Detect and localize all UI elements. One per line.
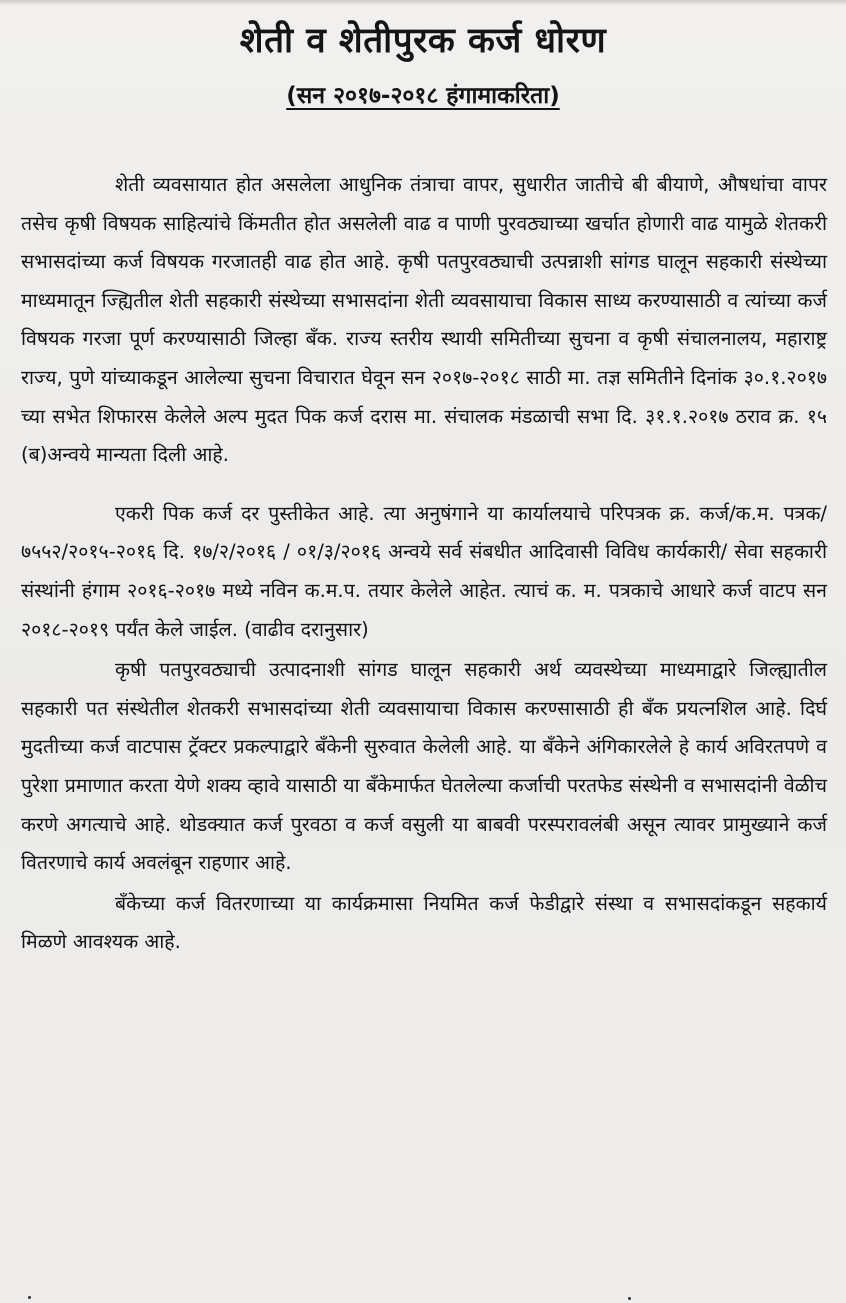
ink-speck bbox=[28, 1296, 31, 1299]
paragraph-4: बँकेच्या कर्ज वितरणाच्या या कार्यक्रमासा नियमित कर्ज फेडीद्वारे संस्था व सभासदांकडून सहकार्य मिळणे आवश्यक आहे. bbox=[21, 891, 827, 954]
document-title: शेती व शेतीपुरक कर्ज धोरण bbox=[239, 21, 607, 61]
document-subtitle bbox=[0, 76, 846, 116]
page-top-edge bbox=[0, 0, 846, 6]
paragraph-1: शेती व्यवसायात होत असलेला आधुनिक तंत्राचा वापर, सुधारीत जातीचे बी बीयाणे, औषधांचा वापर तसेच कृषी विषयक साहित्यांचे किंमतीत होत असलेली वाढ व पाणी पुरवठ्याच्या खर्चात होणारी वाढ यामुळे शेतकरी सभासदांच्या कर्ज विषयक गरजातही वाढ होत आहे. कृषी पतपुरवठ्याची उत्पन्नाशी सांगड घालून सहकारी संस्थेच्या माध्यमातून ज्ह्यितील शेती सहकारी संस्थेच्या सभासदांना शेती व्यवसायाचा विकास साध्य करण्यासाठी व त्यांच्या कर्ज विषयक गरजा पूर्ण करण्यासाठी जिल्हा बँक. राज्य स्तरीय स्थायी समितीच्या सुचना व कृषी संचालनालय, महाराष्ट्र राज्य, पुणे यांच्याकडून आलेल्या सुचना विचारात घेवून सन २०१७-२०१८ साठी मा. तज्ञ समितीने दिनांक ३०.१.२०१७ च्या सभेत शिफारस केलेले अल्प मुदत पिक कर्ज दरास मा. संचालक मंडळाची सभा दि. ३१.१.२०१७ ठराव क्र. १५ (ब)अन्वये मान्यता दिली आहे. bbox=[21, 173, 827, 467]
ink-speck bbox=[628, 1297, 631, 1300]
document-subtitle-text: (सन २०१७-२०१८ हंगामाकरिता) bbox=[286, 83, 560, 109]
document-body bbox=[21, 166, 827, 962]
paragraph-3: कृषी पतपुरवठ्याची उत्पादनाशी सांगड घालून सहकारी अर्थ व्यवस्थेच्या माध्यमाद्वारे जिल्ह्यातील सहकारी पत संस्थेतील शेतकरी सभासदांच्या शेती व्यवसायाचा विकास करण्सासाठी ही बँक प्रयत्नशिल आहे. दिर्घ मुदतीच्या कर्ज वाटपास ट्रॅक्टर प्रकल्पाद्वारे बँकेनी सुरुवात केलेली आहे. या बँकेने अंगिकारलेले हे कार्य अविरतपणे व पुरेशा प्रमाणात करता येणे शक्य व्हावे यासाठी या बँकेमार्फत घेतलेल्या कर्जाची परतफेड संस्थेनी व सभासदांनी वेळीच करणे अगत्याचे आहे. थोडक्यात कर्ज पुरवठा व कर्ज वसुली या बाबवी परस्परावलंबी असून त्यावर प्रामुख्याने कर्ज वितरणाचे कार्य अवलंबून राहणार आहे. bbox=[21, 658, 827, 875]
paragraph-2: एकरी पिक कर्ज दर पुस्तीकेत आहे. त्या अनुषंगाने या कार्यालयाचे परिपत्रक क्र. कर्ज/क.म. पत्रक/७५५२/२०१५-२०१६ दि. १७/२/२०१६ / ०१/३/२०१६ अन्वये सर्व संबधीत आदिवासी विविध कार्यकारी/ सेवा सहकारी संस्थांनी हंगाम २०१६-२०१७ मध्ये नविन क.म.प. तयार केलेले आहेत. त्याचं क. म. पत्रकाचे आधारे कर्ज वाटप सन २०१८-२०१९ पर्यंत केले जाईल. (वाढीव दरानुसार) bbox=[21, 501, 827, 641]
